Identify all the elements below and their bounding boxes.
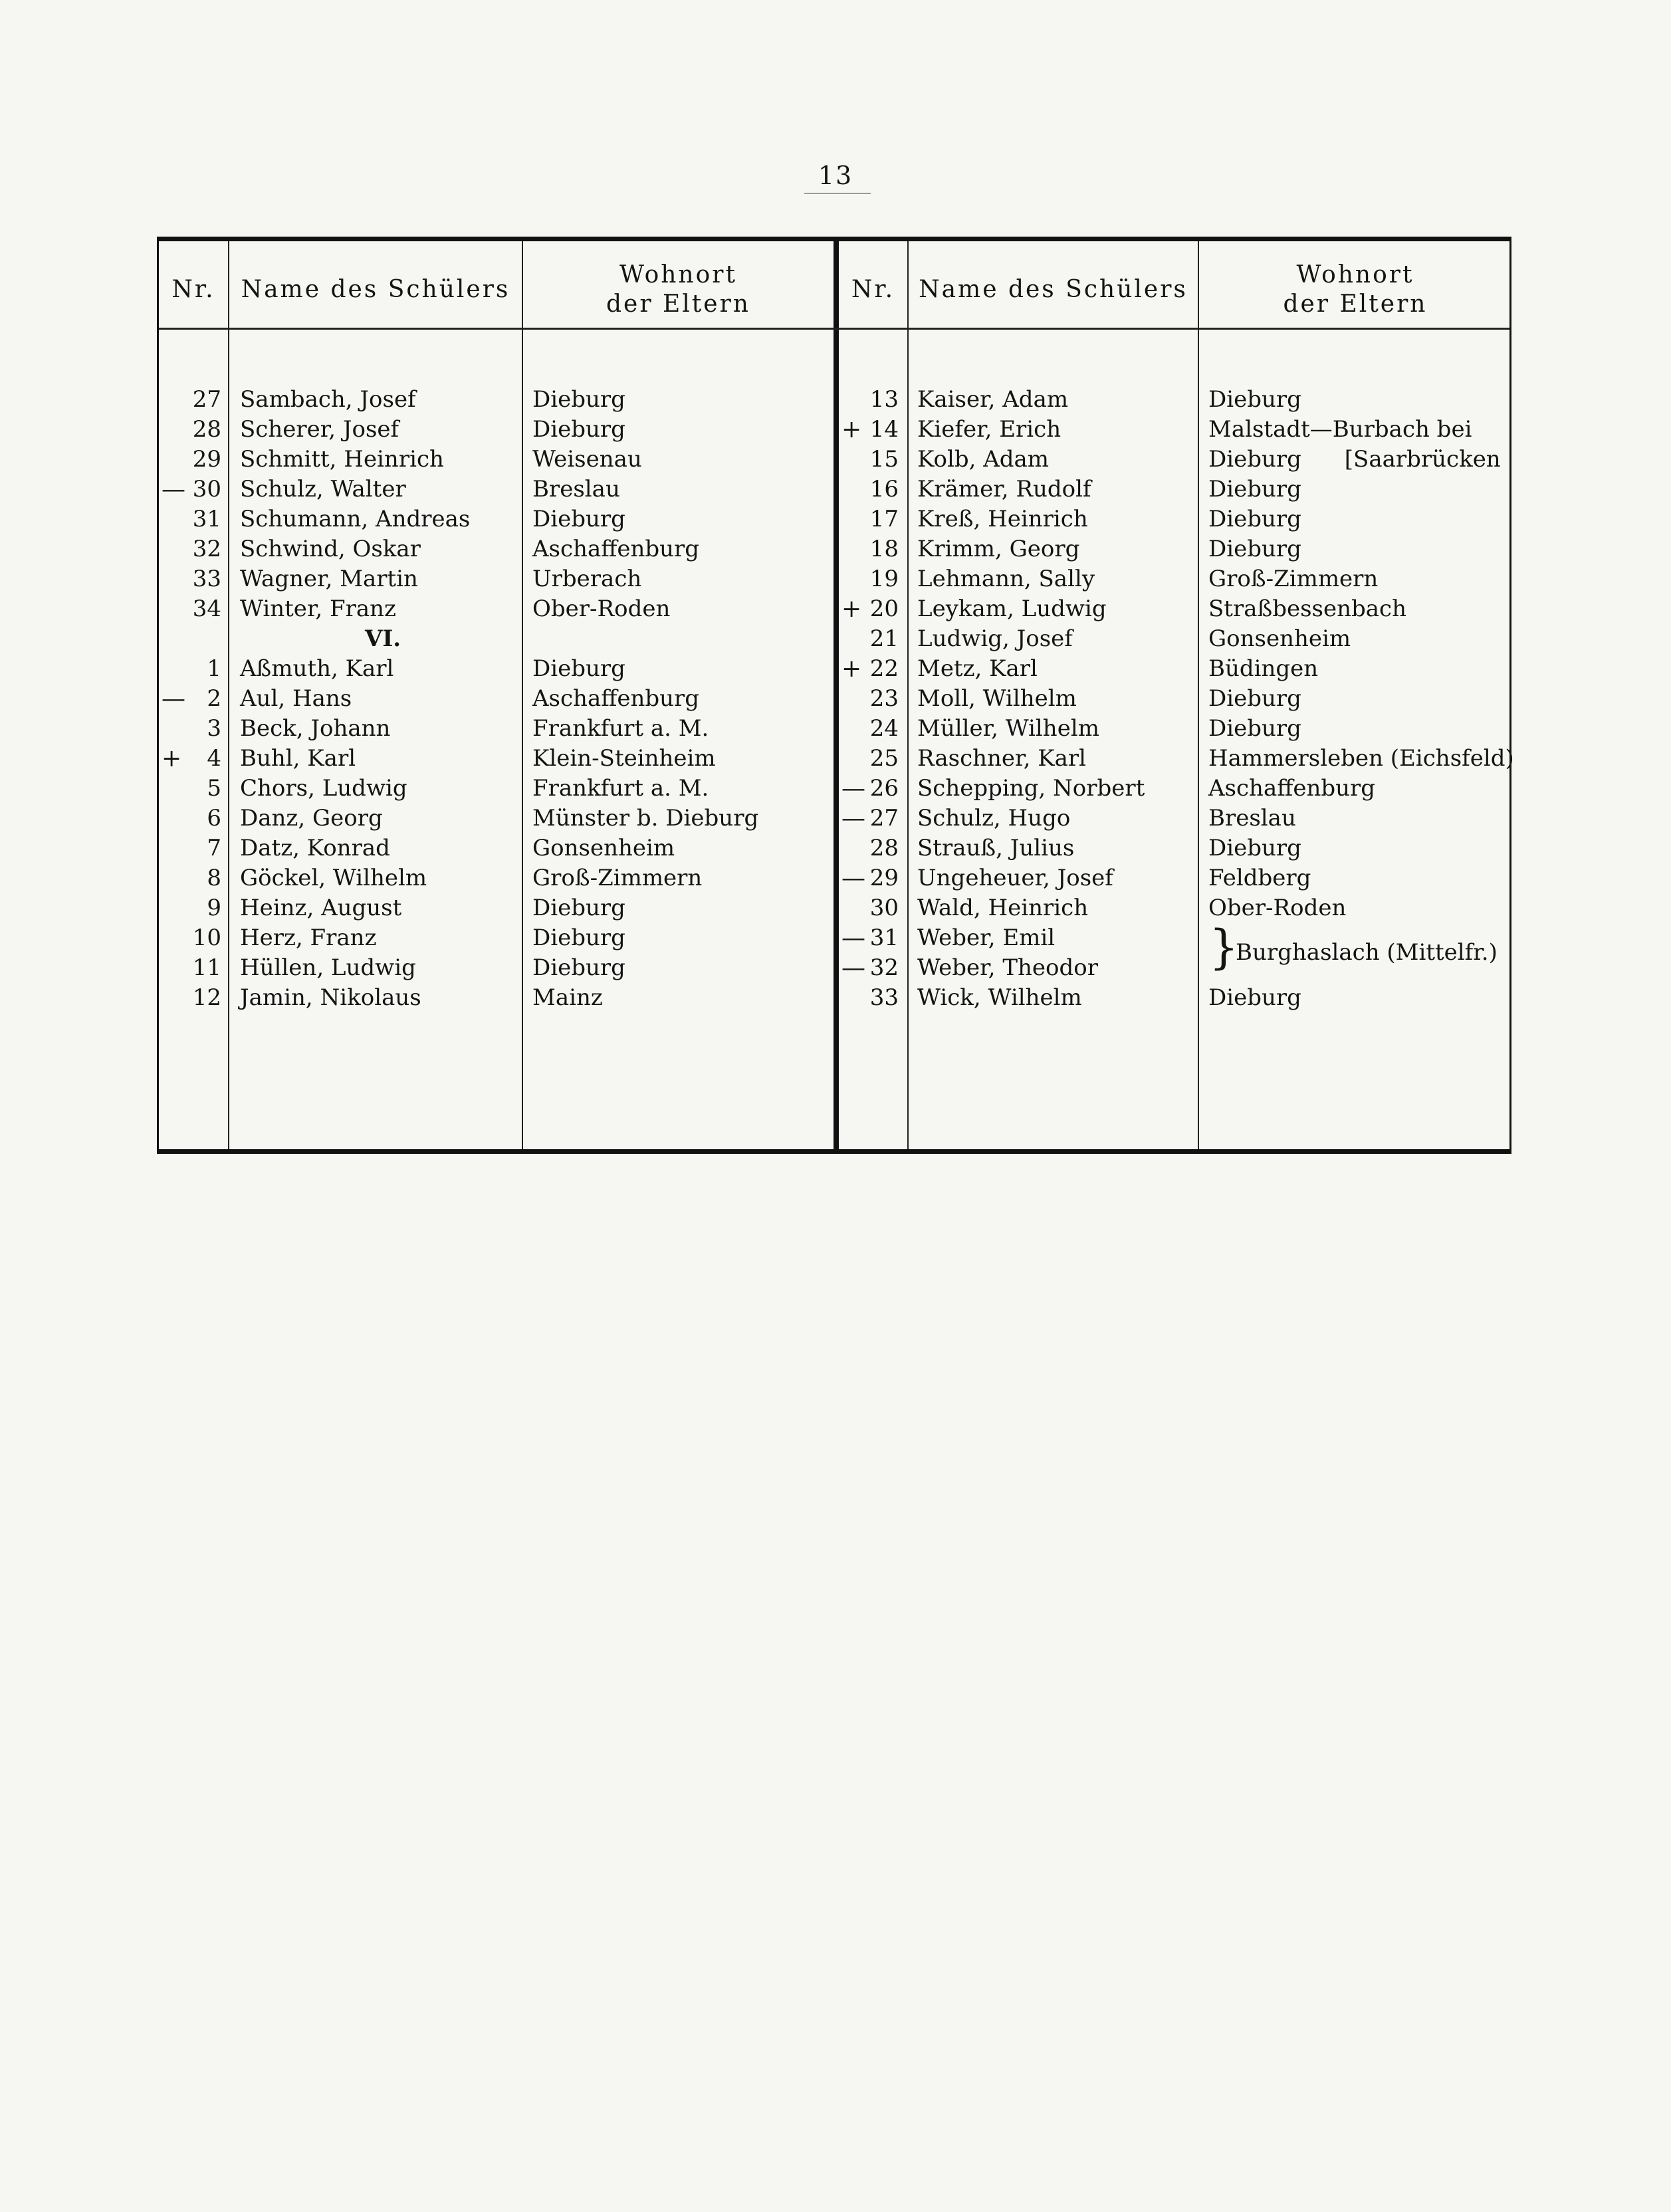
row-name: Kiefer, Erich <box>917 416 1061 443</box>
table-row <box>839 833 1511 863</box>
row-nr: 27 <box>192 386 221 413</box>
row-name: Krimm, Georg <box>917 536 1080 562</box>
table-row <box>839 744 1514 774</box>
row-wohnort: Ober-Roden <box>1208 895 1347 921</box>
row-wohnort: Dieburg <box>532 895 625 921</box>
table-row <box>159 504 834 534</box>
header-wohnort-line2: der Eltern <box>606 290 750 318</box>
table-row <box>159 684 834 714</box>
row-wohnort: Dieburg <box>1208 536 1301 562</box>
table-row <box>159 804 834 833</box>
row-nr: 32 <box>869 954 899 981</box>
row-nr: 22 <box>869 655 899 682</box>
row-nr: 30 <box>192 476 221 502</box>
row-name: Schulz, Walter <box>240 476 406 502</box>
table-row <box>839 714 1511 744</box>
header-name-left: Name des Schülers <box>241 276 510 303</box>
row-nr: 31 <box>869 925 899 951</box>
row-wohnort: Groß-Zimmern <box>532 865 703 891</box>
header-wohnort-line2: der Eltern <box>1283 290 1428 318</box>
row-wohnort: Dieburg <box>1208 984 1301 1011</box>
row-wohnort: Dieburg <box>1208 685 1301 712</box>
row-wohnort: Frankfurt a. M. <box>532 775 709 802</box>
row-name: Aßmuth, Karl <box>240 655 394 682</box>
row-wohnort: Frankfurt a. M. <box>532 715 709 742</box>
row-name: Datz, Konrad <box>240 835 390 861</box>
table-row <box>839 893 1511 923</box>
header-wohnort-line1: Wohnort <box>1296 261 1414 288</box>
table-row <box>839 594 1511 624</box>
row-mark: — <box>841 865 865 892</box>
table-row <box>159 953 834 983</box>
row-name: Schulz, Hugo <box>917 805 1071 831</box>
row-name: Scherer, Josef <box>240 416 399 443</box>
brace-wohnort: Burghaslach (Mittelfr.) <box>1236 939 1498 966</box>
row-name: Schepping, Norbert <box>917 775 1145 802</box>
row-nr: 29 <box>192 446 221 473</box>
row-wohnort: Dieburg <box>532 506 625 532</box>
row-wohnort: Dieburg <box>532 655 625 682</box>
row-wohnort: Aschaffenburg <box>1208 775 1376 802</box>
table-row <box>839 475 1511 504</box>
table-row <box>159 863 834 893</box>
row-mark: — <box>841 954 865 982</box>
row-mark: — <box>841 775 865 802</box>
header-name-right: Name des Schülers <box>919 276 1188 303</box>
table-row <box>839 684 1511 714</box>
row-name: Moll, Wilhelm <box>917 685 1077 712</box>
row-nr: 25 <box>869 745 899 772</box>
row-nr: 24 <box>869 715 899 742</box>
table-row <box>159 534 834 564</box>
table-row <box>839 445 1511 475</box>
row-wohnort: Malstadt—Burbach bei <box>1208 416 1472 443</box>
table-row <box>159 415 834 445</box>
row-nr: 26 <box>869 775 899 802</box>
row-name: Schmitt, Heinrich <box>240 446 444 473</box>
row-name: Strauß, Julius <box>917 835 1075 861</box>
table-row <box>159 923 834 953</box>
row-mark: — <box>841 805 865 832</box>
row-wohnort: Dieburg <box>1208 835 1301 861</box>
row-name: Chors, Ludwig <box>240 775 407 802</box>
page-number-rule <box>804 193 871 194</box>
row-wohnort: Weisenau <box>532 446 642 473</box>
row-wohnort: Münster b. Dieburg <box>532 805 759 831</box>
table-row <box>839 804 1511 833</box>
row-name: Weber, Emil <box>917 925 1056 951</box>
row-wohnort: Feldberg <box>1208 865 1311 891</box>
table-row <box>159 983 834 1013</box>
row-name: Herz, Franz <box>240 925 377 951</box>
row-nr: 21 <box>869 625 899 652</box>
row-nr: 2 <box>207 685 221 712</box>
table-row <box>839 774 1511 804</box>
table-row <box>839 504 1511 534</box>
row-wohnort: Gonsenheim <box>532 835 675 861</box>
row-nr: 12 <box>192 984 221 1011</box>
row-nr: 33 <box>869 984 899 1011</box>
table-row <box>159 893 834 923</box>
row-name: Metz, Karl <box>917 655 1038 682</box>
row-wohnort: Dieburg <box>532 416 625 443</box>
row-wohnort: Aschaffenburg <box>532 536 700 562</box>
row-name: Göckel, Wilhelm <box>240 865 427 891</box>
row-nr: 17 <box>869 506 899 532</box>
curly-brace-icon: } <box>1209 920 1239 974</box>
row-wohnort: Mainz <box>532 984 603 1011</box>
table-row <box>159 744 834 774</box>
row-wohnort: Dieburg <box>1208 506 1301 532</box>
row-nr: 5 <box>207 775 221 802</box>
row-nr: 6 <box>207 805 221 831</box>
row-nr: 29 <box>869 865 899 891</box>
header-rule <box>159 328 1509 330</box>
row-name: Krämer, Rudolf <box>917 476 1091 502</box>
table-row <box>839 654 1511 684</box>
row-nr: 30 <box>869 895 899 921</box>
row-nr: 27 <box>869 805 899 831</box>
row-name: Schwind, Oskar <box>240 536 421 562</box>
row-nr: 4 <box>207 745 221 772</box>
row-name: Leykam, Ludwig <box>917 596 1107 622</box>
table-row <box>159 594 834 624</box>
student-register-table <box>157 237 1514 1154</box>
row-nr: 34 <box>192 596 221 622</box>
row-wohnort: Ober-Roden <box>532 596 671 622</box>
row-mark: + <box>162 745 182 772</box>
row-name: Aul, Hans <box>240 685 352 712</box>
table-row <box>159 774 834 804</box>
row-wohnort: Straßbessenbach <box>1208 596 1406 622</box>
row-name: Kreß, Heinrich <box>917 506 1088 532</box>
row-name: Wald, Heinrich <box>917 895 1089 921</box>
table-row <box>839 624 1511 654</box>
row-nr: 28 <box>192 416 221 443</box>
row-mark: + <box>841 655 862 683</box>
table-row <box>839 564 1511 594</box>
row-mark: — <box>841 925 865 952</box>
row-name: Ludwig, Josef <box>917 625 1073 652</box>
table-row <box>159 385 834 415</box>
table-row <box>839 983 1511 1013</box>
header-nr-right: Nr. <box>851 276 895 303</box>
row-mark: — <box>162 685 185 713</box>
row-wohnort: Dieburg <box>532 925 625 951</box>
row-name: Buhl, Karl <box>240 745 356 772</box>
row-name: Wick, Wilhelm <box>917 984 1082 1011</box>
row-nr: 31 <box>192 506 221 532</box>
class-section-label: VI. <box>365 625 401 652</box>
row-nr: 18 <box>869 536 899 562</box>
table-row <box>839 863 1511 893</box>
row-mark: + <box>841 596 862 623</box>
row-name: Schumann, Andreas <box>240 506 471 532</box>
table-row <box>839 385 1511 415</box>
row-name: Wagner, Martin <box>240 566 418 592</box>
row-name: Müller, Wilhelm <box>917 715 1099 742</box>
row-nr: 14 <box>869 416 899 443</box>
row-nr: 19 <box>869 566 899 592</box>
row-name: Heinz, August <box>240 895 402 921</box>
row-nr: 11 <box>192 954 221 981</box>
row-wohnort: Breslau <box>1208 805 1296 831</box>
row-wohnort: Dieburg <box>1208 715 1301 742</box>
table-row <box>159 714 834 744</box>
table-row <box>159 475 834 504</box>
row-name: Hüllen, Ludwig <box>240 954 416 981</box>
row-nr: 32 <box>192 536 221 562</box>
row-nr: 23 <box>869 685 899 712</box>
row-wohnort: Groß-Zimmern <box>1208 566 1379 592</box>
row-name: Danz, Georg <box>240 805 383 831</box>
row-wohnort: Dieburg <box>1208 476 1301 502</box>
header-nr-left: Nr. <box>171 276 215 303</box>
row-wohnort: Gonsenheim <box>1208 625 1351 652</box>
row-mark: + <box>841 416 862 443</box>
row-nr: 8 <box>207 865 221 891</box>
row-nr: 1 <box>207 655 221 682</box>
row-wohnort: Urberach <box>532 566 642 592</box>
row-nr: 10 <box>192 925 221 951</box>
header-wohnort-line1: Wohnort <box>619 261 737 288</box>
row-nr: 33 <box>192 566 221 592</box>
center-double-divider <box>834 241 839 1149</box>
row-wohnort: Breslau <box>532 476 620 502</box>
page-number: 13 <box>818 161 853 190</box>
row-nr: 7 <box>207 835 221 861</box>
row-wohnort: Dieburg <box>532 386 625 413</box>
row-name: Kolb, Adam <box>917 446 1050 473</box>
row-nr: 13 <box>869 386 899 413</box>
row-wohnort: Büdingen <box>1208 655 1319 682</box>
row-nr: 28 <box>869 835 899 861</box>
row-name: Raschner, Karl <box>917 745 1086 772</box>
header-wohnort-left <box>523 253 834 326</box>
table-row <box>159 445 834 475</box>
row-wohnort: Klein-Steinheim <box>532 745 716 772</box>
row-nr: 16 <box>869 476 899 502</box>
table-row <box>159 564 834 594</box>
header-wohnort-right <box>1199 253 1511 326</box>
row-name: Kaiser, Adam <box>917 386 1069 413</box>
row-wohnort: Dieburg [Saarbrücken <box>1208 446 1501 473</box>
row-nr: 3 <box>207 715 221 742</box>
row-name: Beck, Johann <box>240 715 391 742</box>
row-nr: 15 <box>869 446 899 473</box>
row-nr: 20 <box>869 596 899 622</box>
table-row <box>839 534 1511 564</box>
row-name: Ungeheuer, Josef <box>917 865 1113 891</box>
row-wohnort: Dieburg <box>532 954 625 981</box>
table-row <box>159 833 834 863</box>
row-name: Winter, Franz <box>240 596 396 622</box>
table-row <box>839 415 1511 445</box>
row-wohnort: Aschaffenburg <box>532 685 700 712</box>
row-wohnort: Hammersleben (Eichsfeld) <box>1208 745 1514 772</box>
row-name: Jamin, Nikolaus <box>240 984 421 1011</box>
row-nr: 9 <box>207 895 221 921</box>
row-wohnort: Dieburg <box>1208 386 1301 413</box>
row-name: Sambach, Josef <box>240 386 416 413</box>
table-row <box>159 654 834 684</box>
row-name: Lehmann, Sally <box>917 566 1095 592</box>
row-name: Weber, Theodor <box>917 954 1098 981</box>
row-mark: — <box>162 476 185 503</box>
